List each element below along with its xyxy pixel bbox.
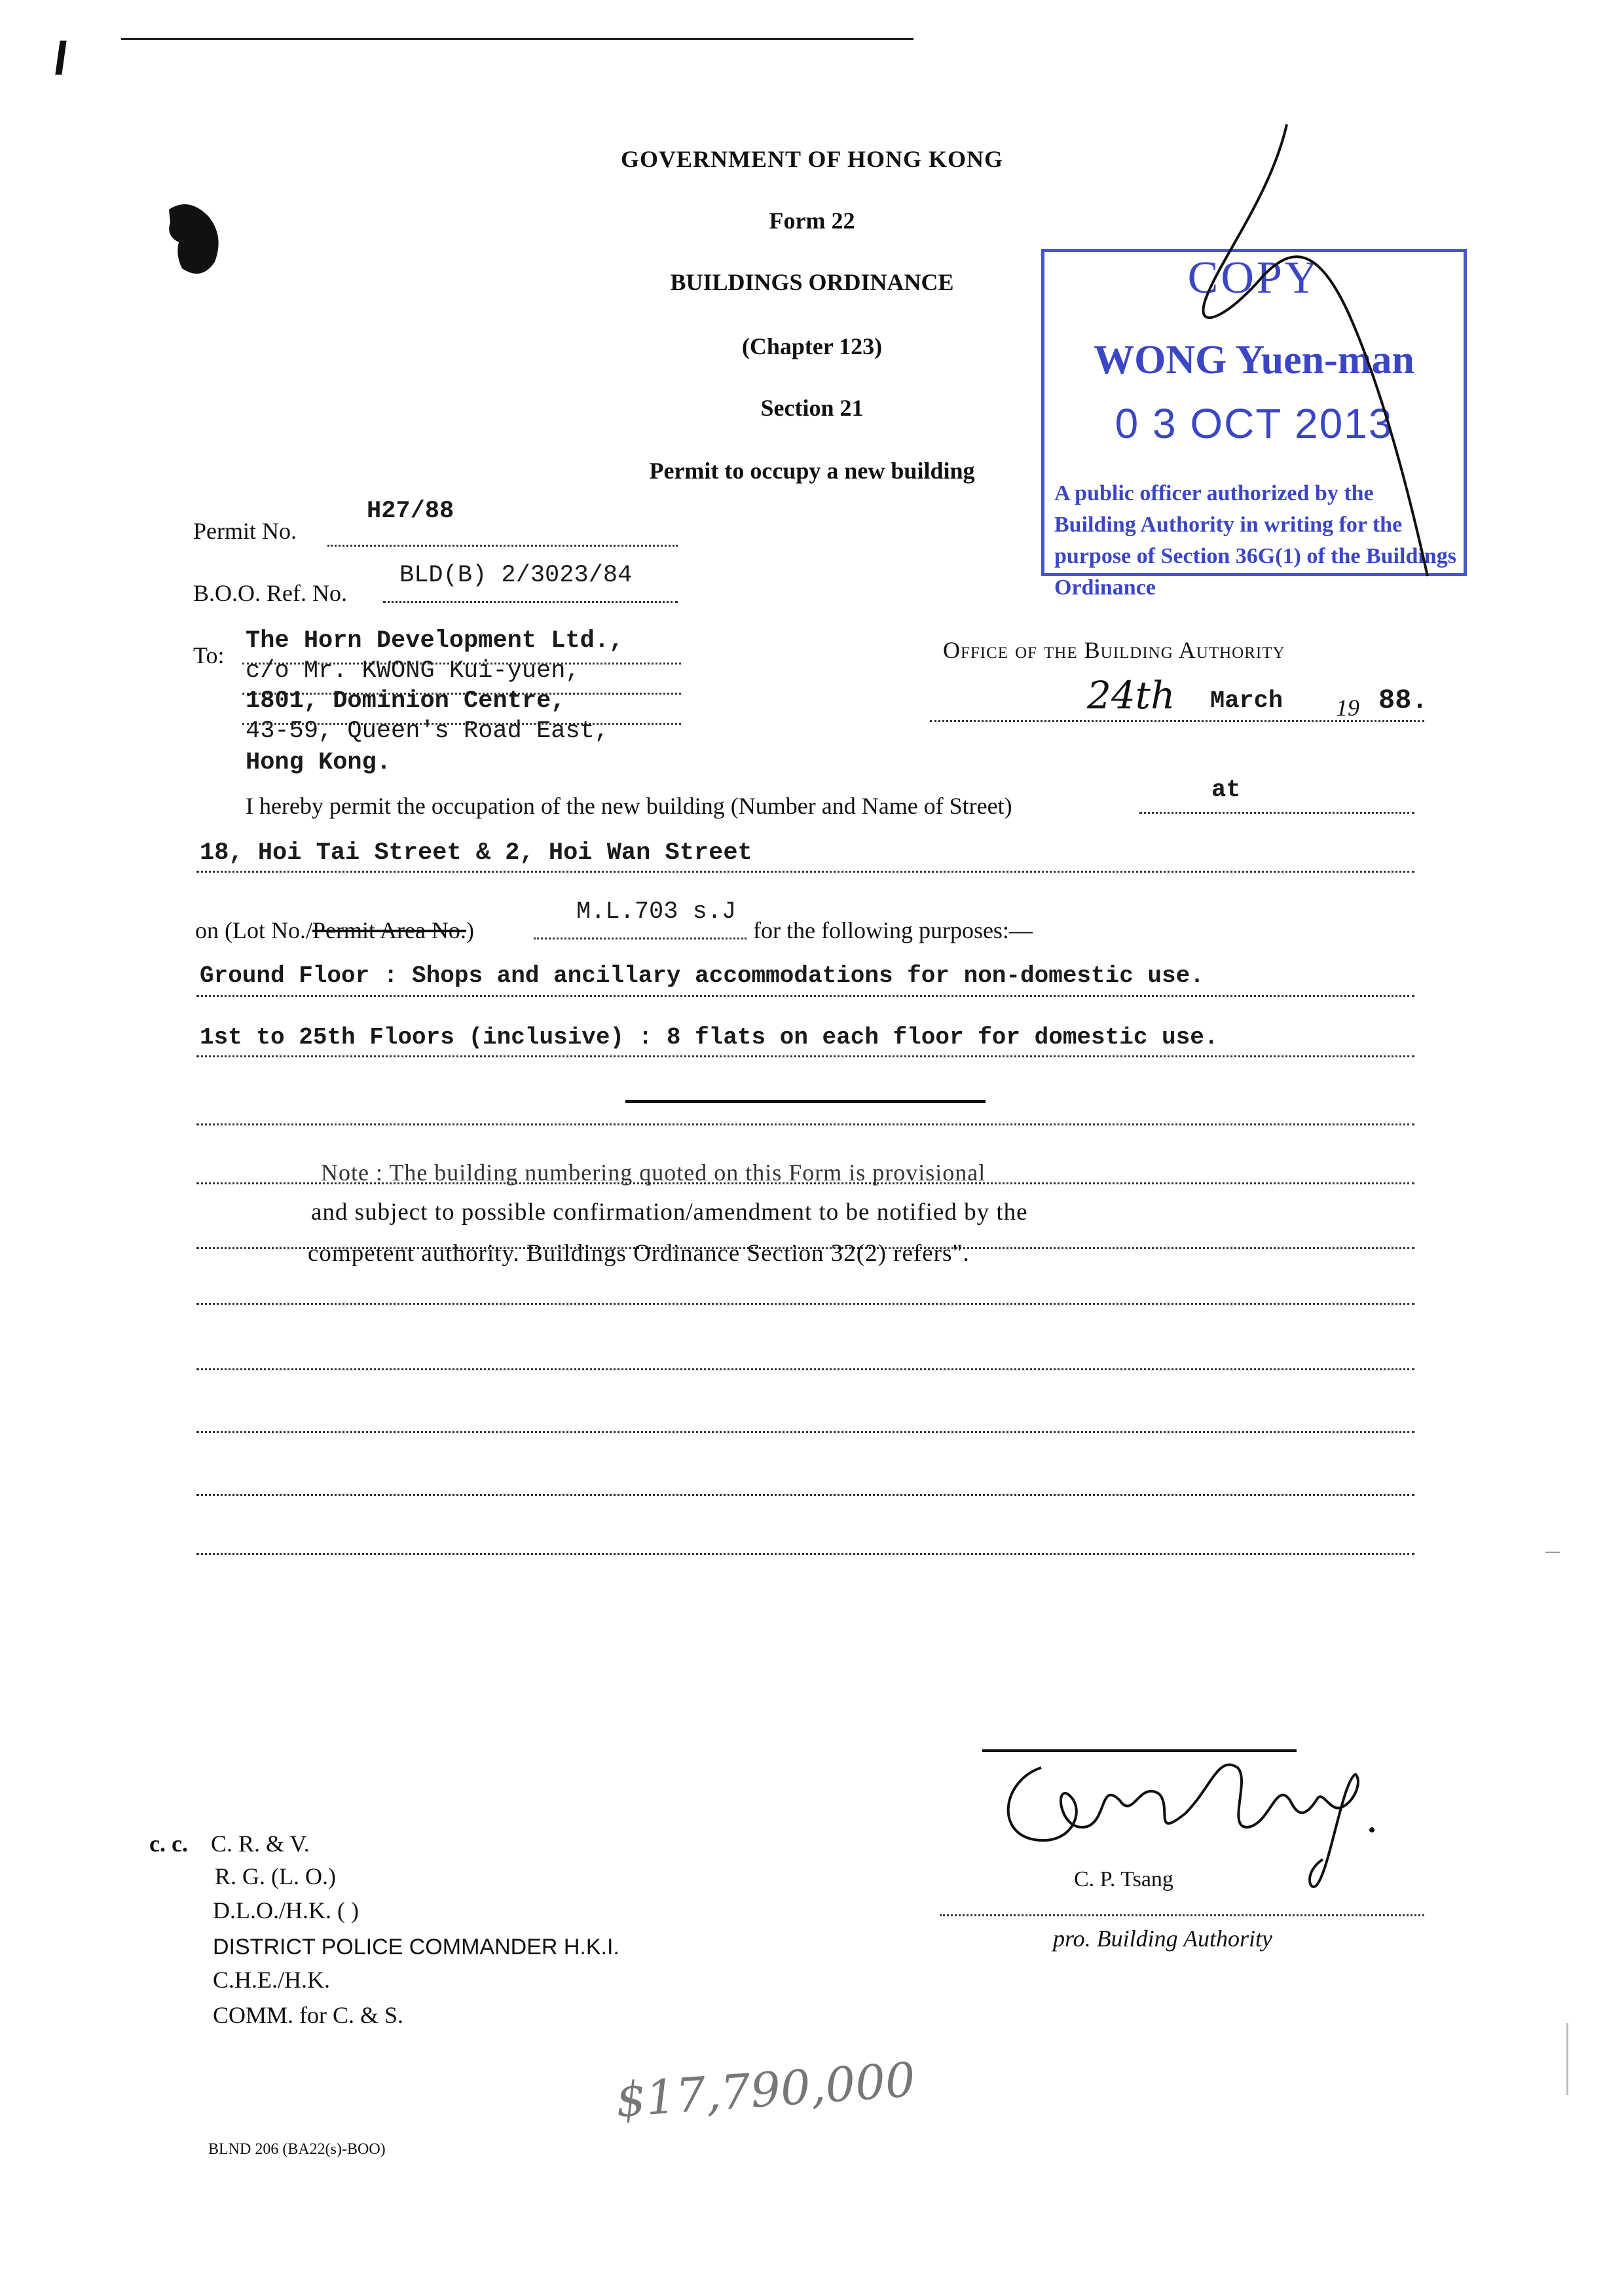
blank-line-4 [196,1431,1414,1433]
stamp-signature-stroke [1192,118,1467,589]
address-1: The Horn Development Ltd., [246,627,624,655]
cc-label: c. c. [149,1831,188,1857]
chapter-heading: (Chapter 123) [741,333,883,359]
purpose-line-2 [196,1055,1414,1057]
lot-label-struck: Permit Area No. [312,917,466,943]
lot-label-pre: on (Lot No./ [195,917,312,943]
lot-label [195,917,474,944]
note-line-3: competent authority. Buildings Ordinance Section 32(2) refers". [308,1240,970,1267]
purpose-line-1 [196,995,1414,997]
ordinance-heading: BUILDINGS ORDINANCE [670,269,954,295]
cc-item-3: D.L.O./H.K. ( ) [213,1897,359,1923]
office-label: Office of the Building Authority [943,637,1285,663]
street-value: 18, Hoi Tai Street & 2, Hoi Wan Street [200,839,752,867]
edge-mark-1 [1545,1552,1560,1553]
handwritten-signature [989,1741,1382,1892]
address-3: 1801, Dominion Centre, [246,687,566,715]
top-rule [121,38,913,40]
cc-item-4: DISTRICT POLICE COMMANDER H.K.I. [213,1935,619,1959]
blank-line-5 [196,1494,1414,1496]
stamp-officer-name: WONG Yuen-man [1094,338,1414,382]
blank-line-2 [196,1303,1414,1305]
signatory-name: C. P. Tsang [1074,1867,1173,1891]
note-line-1: Note : The building numbering quoted on this Form is provisional [321,1159,986,1186]
form-number: Form 22 [769,208,855,234]
address-5: Hong Kong. [246,749,392,776]
permit-no-label: Permit No. [193,518,297,544]
address-4: 43-59, Queen's Road East, [246,718,610,745]
purpose-2: 1st to 25th Floors (inclusive) : 8 flats on each floor for domestic use. [200,1024,1219,1051]
permit-text-line [1139,812,1414,814]
signatory-role: pro. Building Authority [1053,1925,1273,1952]
note-line-2: and subject to possible confirmation/amendment to be notified by the [311,1199,1028,1226]
lot-value: M.L.703 s.J [576,898,737,926]
boo-ref-line [383,601,678,603]
date-century: 19 [1336,695,1359,721]
lot-label-post: ) [466,917,474,943]
form-code: BLND 206 (BA22(s)-BOO) [208,2141,386,2158]
permit-text: I hereby permit the occupation of the new building (Number and Name of Street) [246,793,1012,819]
signature-line [940,1914,1424,1916]
stamp-copy: COPY [1187,253,1321,303]
address-2: c/o Mr. KWONG Kui-yuen, [246,657,580,685]
blank-line-1 [196,1123,1414,1125]
stamp-authority-text: A public officer authorized by the Building Authority in writing for the purpose of Section 36G(1) of the Buildings Ordinance [1054,481,1456,600]
boo-ref-value: BLD(B) 2/3023/84 [399,562,633,589]
section-heading: Section 21 [760,395,864,421]
cc-item-5: C.H.E./H.K. [213,1967,330,1993]
purposes-label: for the following purposes:— [753,917,1033,943]
to-label: To: [193,642,225,668]
edge-mark-2 [1566,2023,1568,2095]
date-day: 24th [1087,673,1175,718]
handwritten-amount: $17,790,000 [614,2052,917,2128]
cc-item-6: COMM. for C. & S. [213,2002,404,2028]
lot-line [534,938,747,939]
permit-no-line [327,545,678,547]
permit-title: Permit to occupy a new building [649,458,975,484]
corner-mark [55,41,66,75]
date-month: March [1210,687,1283,715]
government-heading: GOVERNMENT OF HONG KONG [620,146,1004,172]
stamp-date: 0 3 OCT 2013 [1115,400,1393,447]
purpose-1: Ground Floor : Shops and ancillary accommodations for non-domestic use. [200,962,1204,989]
boo-ref-label: B.O.O. Ref. No. [193,580,347,606]
closing-rule [625,1100,986,1103]
permit-no-value: H27/88 [367,498,454,525]
blank-line-6 [196,1553,1414,1555]
cc-item-2: R. G. (L. O.) [215,1863,336,1889]
at-text: at [1211,776,1241,804]
blank-line-3 [196,1368,1414,1370]
street-line [196,871,1414,873]
date-year: 88. [1378,685,1428,716]
cc-item-1: C. R. & V. [211,1831,310,1857]
